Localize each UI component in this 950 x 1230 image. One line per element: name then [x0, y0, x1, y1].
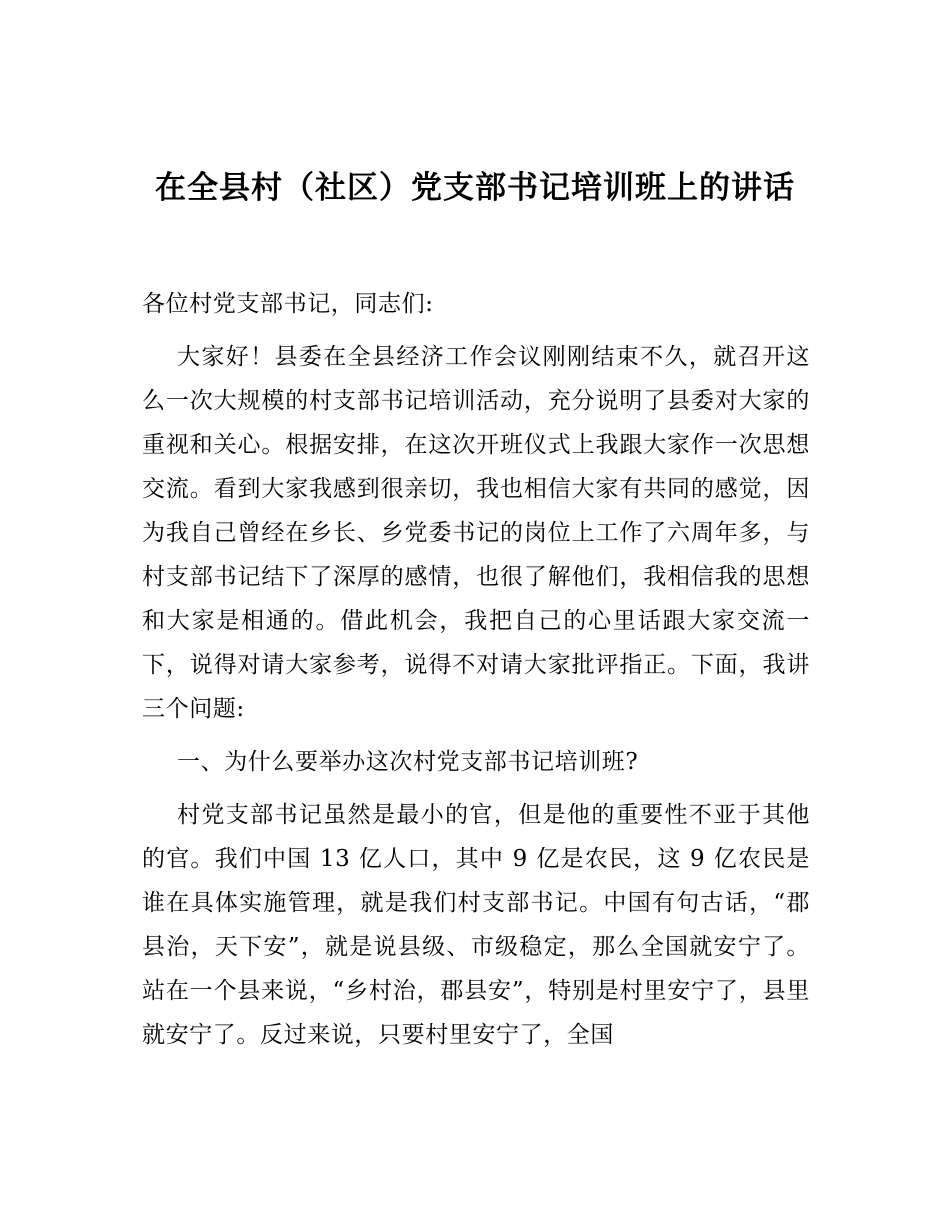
document-body	[142, 282, 810, 1066]
paragraph-opening: 大家好！县委在全县经济工作会议刚刚结束不久，就召开这么一次大规模的村支部书记培训活动，充分说明了县委对大家的重视和关心。根据安排，在这次开班仪式上我跟大家作一次思想交流。看到大家我感到很亲切，我也相信大家有共同的感觉，因为我自己曾经在乡长、乡党委书记的岗位上工作了六周年多，与村支部书记结下了深厚的感情，也很了解他们，我相信我的思想和大家是相通的。借此机会，我把自己的心里话跟大家交流一下，说得对请大家参考，说得不对请大家批评指正。下面，我讲三个问题:	[142, 344, 810, 722]
document-title: 在全县村（社区）党支部书记培训班上的讲话	[155, 170, 795, 206]
paragraph-section-1: 村党支部书记虽然是最小的官，但是他的重要性不亚于其他的官。我们中国 13 亿人口，其中 9 亿是农民，这 9 亿农民是谁在具体实施管理，就是我们村支部书记。中国有句古话，“郡县治，天下安”，就是说县级、市级稳定，那么全国就安宁了。站在一个县来说，“乡村治，郡县安”，特别是村里安宁了，县里就安宁了。反过来说，只要村里安宁了，全国	[142, 802, 810, 1048]
section-heading-1: 一、为什么要举办这次村党支部书记培训班?	[177, 749, 639, 775]
salutation: 各位村党支部书记，同志们:	[142, 291, 434, 317]
